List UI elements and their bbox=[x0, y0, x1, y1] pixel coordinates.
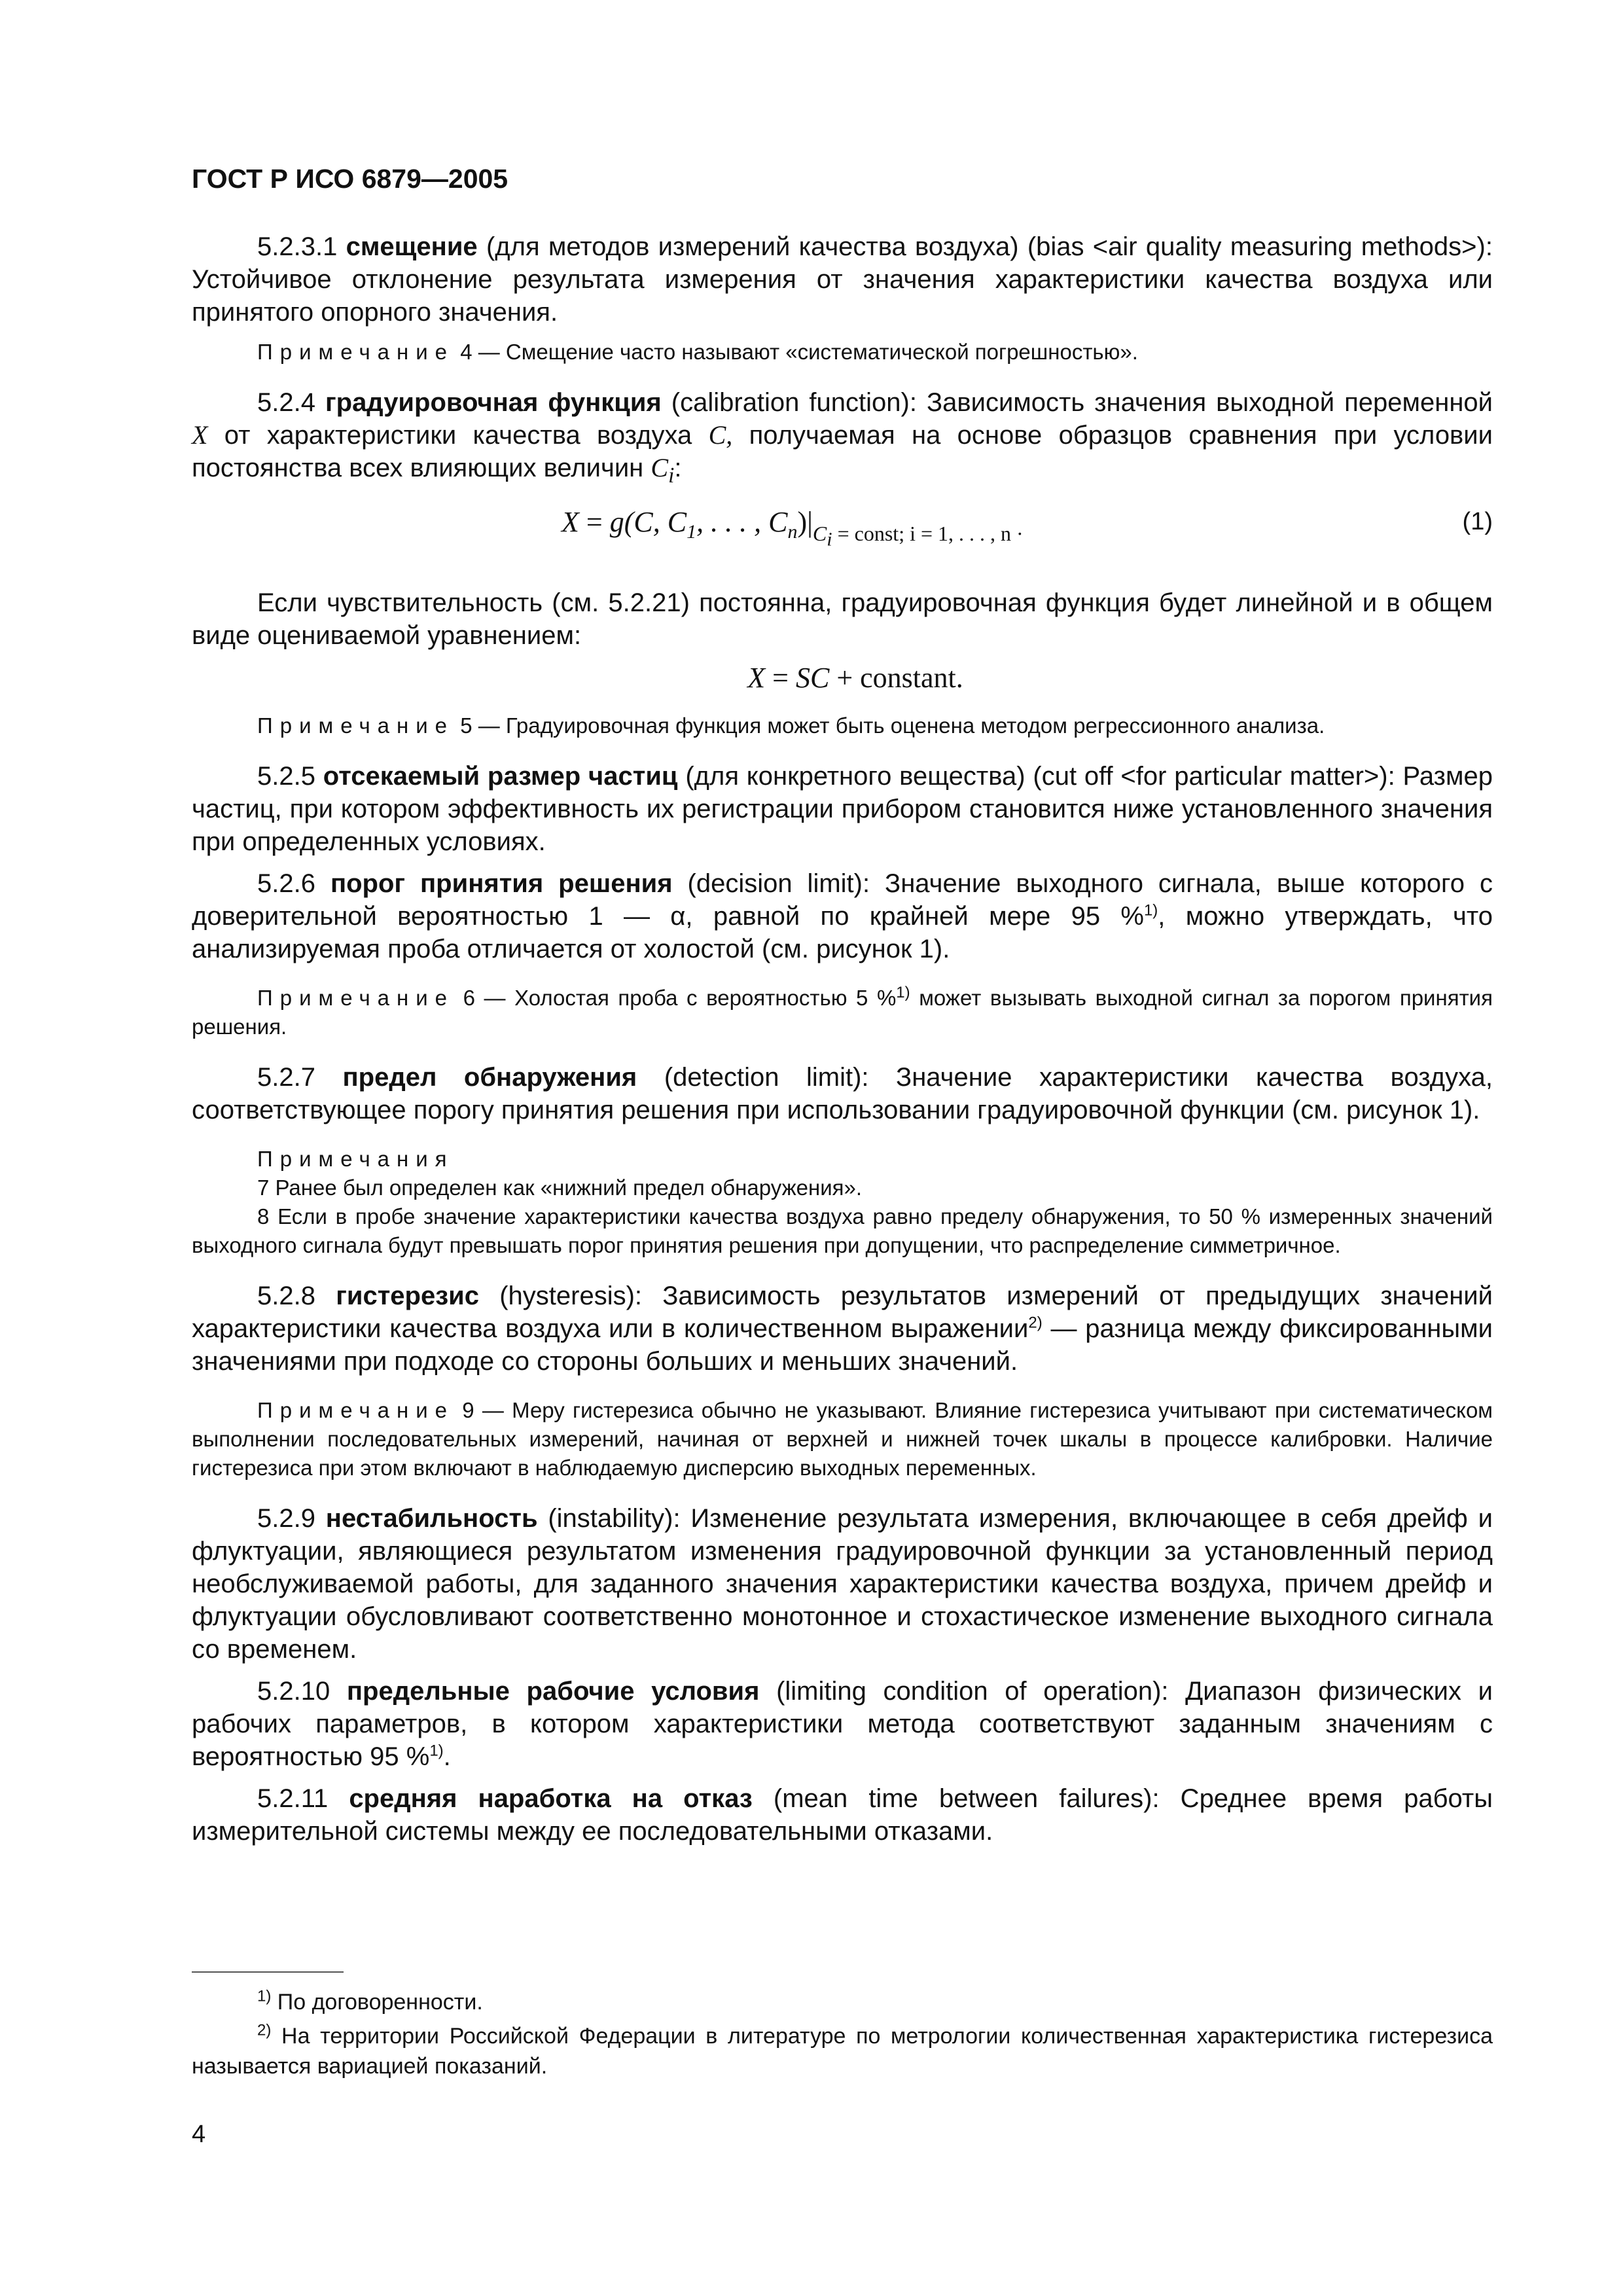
term: предел обнаружения bbox=[342, 1063, 637, 1092]
footnote-ref: 1) bbox=[429, 1742, 444, 1760]
note-label: Примечание bbox=[257, 1398, 455, 1422]
note-label: Примечание bbox=[257, 340, 455, 364]
term: гистерезис bbox=[336, 1282, 479, 1310]
definition-text: получаемая на основе образцов сравнения при условии постоянства всех влияющих величин bbox=[192, 421, 1493, 482]
definition-text: (для конкретного вещества) (cut off <for particular matter>): Размер частиц, при котором эффективность их регистрации прибором становится ниже установленного значения при определенных условиях. bbox=[192, 762, 1493, 856]
variable-x: X bbox=[192, 420, 208, 450]
definition-text: , можно утверждать, что анализируемая проба отличается от холостой (см. рисунок 1). bbox=[192, 902, 1493, 963]
footnote-text: На территории Российской Федерации в литературе по метрологии количественная характеристика гистерезиса называется вариацией показаний. bbox=[192, 2024, 1493, 2079]
clause-number: 5.2.4 bbox=[257, 388, 315, 417]
document-header: ГОСТ Р ИСО 6879—2005 bbox=[192, 164, 508, 194]
note-6 bbox=[192, 984, 1493, 1041]
note-label: Примечание bbox=[257, 986, 455, 1010]
term: порог принятия решения bbox=[330, 869, 673, 898]
formula-expression: X = g(C, $C_1$, . . . , $C_n)|_{C_i = const; i = 1, . . . , n \cdot}$ bbox=[562, 506, 1024, 550]
definition-5-2-5 bbox=[192, 760, 1493, 858]
definition-5-2-11 bbox=[192, 1782, 1493, 1848]
formula-linear: X = SC + constant. bbox=[747, 662, 963, 694]
definition-5-2-7 bbox=[192, 1061, 1493, 1126]
note-9 bbox=[192, 1396, 1493, 1482]
note-text: 5 — Градуировочная функция может быть оценена методом регрессионного анализа. bbox=[460, 713, 1325, 738]
clause-number: 5.2.6 bbox=[257, 869, 315, 898]
term: градуировочная функция bbox=[325, 388, 662, 417]
note-text: может вызывать выходной сигнал за порогом принятия решения. bbox=[192, 986, 1493, 1039]
term: средняя наработка на отказ bbox=[349, 1784, 753, 1813]
footnotes bbox=[192, 1987, 1493, 2085]
page-number: 4 bbox=[192, 2121, 206, 2148]
definition-text: : bbox=[674, 454, 682, 482]
clause-number: 5.2.11 bbox=[257, 1784, 329, 1813]
definition-text: (instability): Изменение результата измерения, включающее в себя дрейф и флуктуации, являющиеся результатом изменения градуировочной функции за установленный период необслуживаемой работы, для заданного значения характеристики качества воздуха, причем дрейф и флуктуации обусловливают соответственно монотонное и стохастическое изменение выходного сигнала со временем. bbox=[192, 1504, 1493, 1664]
clause-number: 5.2.9 bbox=[257, 1504, 315, 1533]
definition-text: (mean time between failures): Среднее время работы измерительной системы между ее последовательными отказами. bbox=[192, 1784, 1493, 1846]
definition-text: (limiting condition of operation): Диапазон физических и рабочих параметров, в котором характеристики метода соответствуют заданным значениям с вероятностью 95 % bbox=[192, 1677, 1493, 1771]
note-label: Примечание bbox=[257, 713, 455, 738]
term: отсекаемый размер частиц bbox=[323, 762, 678, 791]
notes-label: Примечания bbox=[257, 1147, 454, 1171]
definition-5-2-10 bbox=[192, 1675, 1493, 1773]
clause-number: 5.2.7 bbox=[257, 1063, 315, 1092]
definition-5-2-6 bbox=[192, 867, 1493, 965]
term: предельные рабочие условия bbox=[346, 1677, 760, 1706]
definition-text: (hysteresis): Зависимость результатов измерений от предыдущих значений характеристики качества воздуха или в количественном выражении bbox=[192, 1282, 1493, 1343]
note-7: 7 Ранее был определен как «нижний предел обнаружения». bbox=[257, 1175, 863, 1200]
paragraph-sensitivity: Если чувствительность (см. 5.2.21) постоянна, градуировочная функция будет линейной и в общем виде оцениваемой уравнением: bbox=[192, 588, 1493, 650]
definition-5-2-3-1 bbox=[192, 230, 1493, 329]
footnote-1 bbox=[192, 1987, 1493, 2017]
definition-text: (для методов измерений качества воздуха) (bias <air quality measuring methods>): Устойчивое отклонение результата измерения от значения характеристики качества воздуха или принятого опорного значения. bbox=[192, 232, 1493, 327]
definition-5-2-9 bbox=[192, 1502, 1493, 1666]
clause-number: 5.2.3.1 bbox=[257, 232, 338, 261]
definition-text: (calibration function): Зависимость значения выходной переменной bbox=[671, 388, 1493, 417]
document-body bbox=[192, 230, 1493, 1857]
footnote-ref: 1) bbox=[896, 984, 910, 1001]
term: смещение bbox=[346, 232, 478, 261]
formula-1 bbox=[192, 501, 1493, 562]
footnote-ref: 2) bbox=[1028, 1314, 1043, 1332]
definition-text: — разница между фиксированными значениями при подходе со стороны больших и меньших значений. bbox=[192, 1314, 1493, 1376]
definition-text: (decision limit): Значение выходного сигнала, выше которого с доверительной вероятностью 1 — α, равной по крайней мере 95 % bbox=[192, 869, 1493, 931]
clause-number: 5.2.10 bbox=[257, 1677, 330, 1706]
definition-5-2-8 bbox=[192, 1280, 1493, 1378]
footnote-text: По договоренности. bbox=[277, 1990, 483, 2015]
note-text: 6 — Холостая проба с вероятностью 5 % bbox=[463, 986, 897, 1010]
term: нестабильность bbox=[325, 1504, 538, 1533]
definition-text: . bbox=[443, 1742, 451, 1771]
footnote-ref: 1) bbox=[1143, 901, 1158, 920]
clause-number: 5.2.5 bbox=[257, 762, 315, 791]
note-text: 4 — Смещение часто называют «систематической погрешностью». bbox=[460, 340, 1138, 364]
variable-ci: $C_i$ bbox=[651, 453, 675, 488]
definition-text: (detection limit): Значение характеристики качества воздуха, соответствующее порогу принятия решения при использовании градуировочной функции (см. рисунок 1). bbox=[192, 1063, 1493, 1124]
footnote-2 bbox=[192, 2021, 1493, 2081]
footnote-mark: 2) bbox=[257, 2021, 272, 2039]
clause-number: 5.2.8 bbox=[257, 1282, 315, 1310]
variable-c: C, bbox=[708, 420, 733, 450]
formula-number: (1) bbox=[1462, 508, 1493, 535]
definition-5-2-4 bbox=[192, 386, 1493, 492]
footnote-divider bbox=[192, 1971, 344, 1973]
footnote-mark: 1) bbox=[257, 1987, 272, 2005]
note-4 bbox=[192, 338, 1493, 367]
note-text: 9 — Меру гистерезиса обычно не указывают. Влияние гистерезиса учитывают при систематическом выполнении последовательных измерений, начиная от верхней и нижней точек шкалы в процессе калибровки. Наличие гистерезиса при этом включают в наблюдаемую дисперсию выходных переменных. bbox=[192, 1398, 1493, 1480]
definition-text: от характеристики качества воздуха bbox=[224, 421, 692, 450]
note-5 bbox=[192, 711, 1493, 740]
note-8: 8 Если в пробе значение характеристики качества воздуха равно пределу обнаружения, то 50 % измеренных значений выходного сигнала будут превышать порог принятия решения при допущении, что распределение симметричное. bbox=[192, 1204, 1493, 1257]
